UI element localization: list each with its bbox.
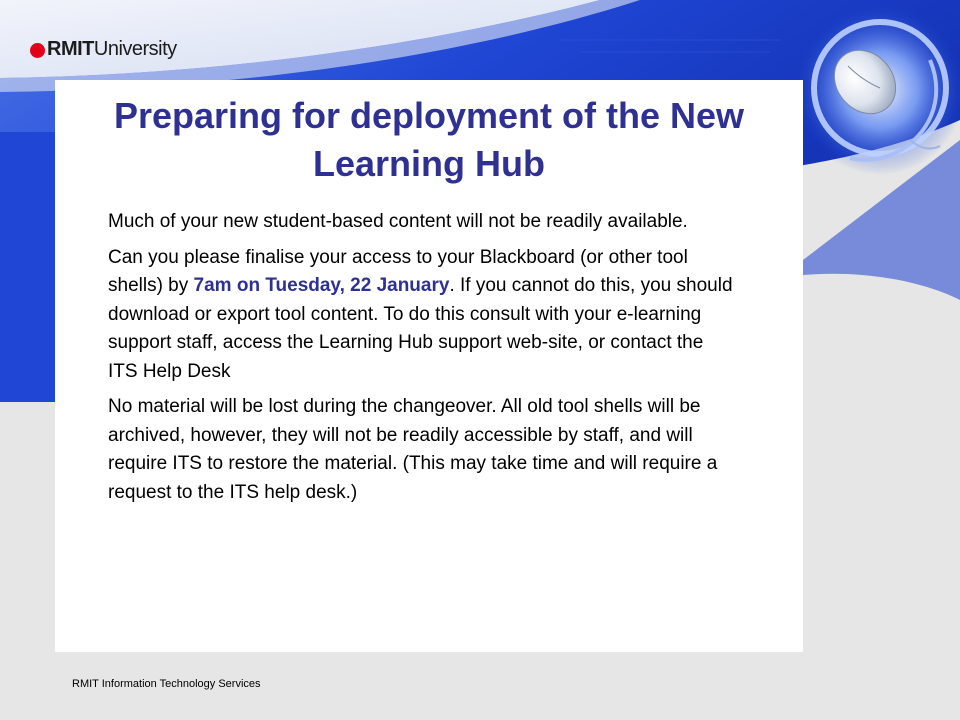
slide-footer: RMIT Information Technology Services	[72, 678, 261, 690]
slide-body	[108, 208, 738, 514]
logo-mark-icon	[30, 43, 45, 58]
slide-title: Preparing for deployment of the New Learning Hub	[113, 95, 745, 184]
email-at-mouse-icon	[795, 5, 960, 175]
rmit-logo	[30, 38, 177, 61]
deadline-date: 7am on Tuesday, 22 January	[193, 275, 450, 296]
paragraph-content-availability: Much of your new student-based content will not be readily available.	[108, 211, 688, 232]
logo-brand: RMIT	[47, 38, 94, 60]
paragraph-access-deadline	[108, 244, 738, 387]
paragraph-archive-notice: No material will be lost during the changeover. All old tool shells will be archived, however, they will not be readily accessible by staff, and will require ITS to restore the material. (This may take time and will require a request to the ITS help desk.)	[108, 396, 718, 503]
deadline-text-after: . If you cannot do this, you should download or export tool content. To do this consult with your e-learning support staff, access the Learning Hub support web-site, or contact the ITS Help Desk	[108, 275, 733, 382]
logo-suffix: University	[93, 38, 177, 60]
deadline-text-before: Can you please finalise your access to your Blackboard (or other tool shells) by	[108, 246, 688, 296]
